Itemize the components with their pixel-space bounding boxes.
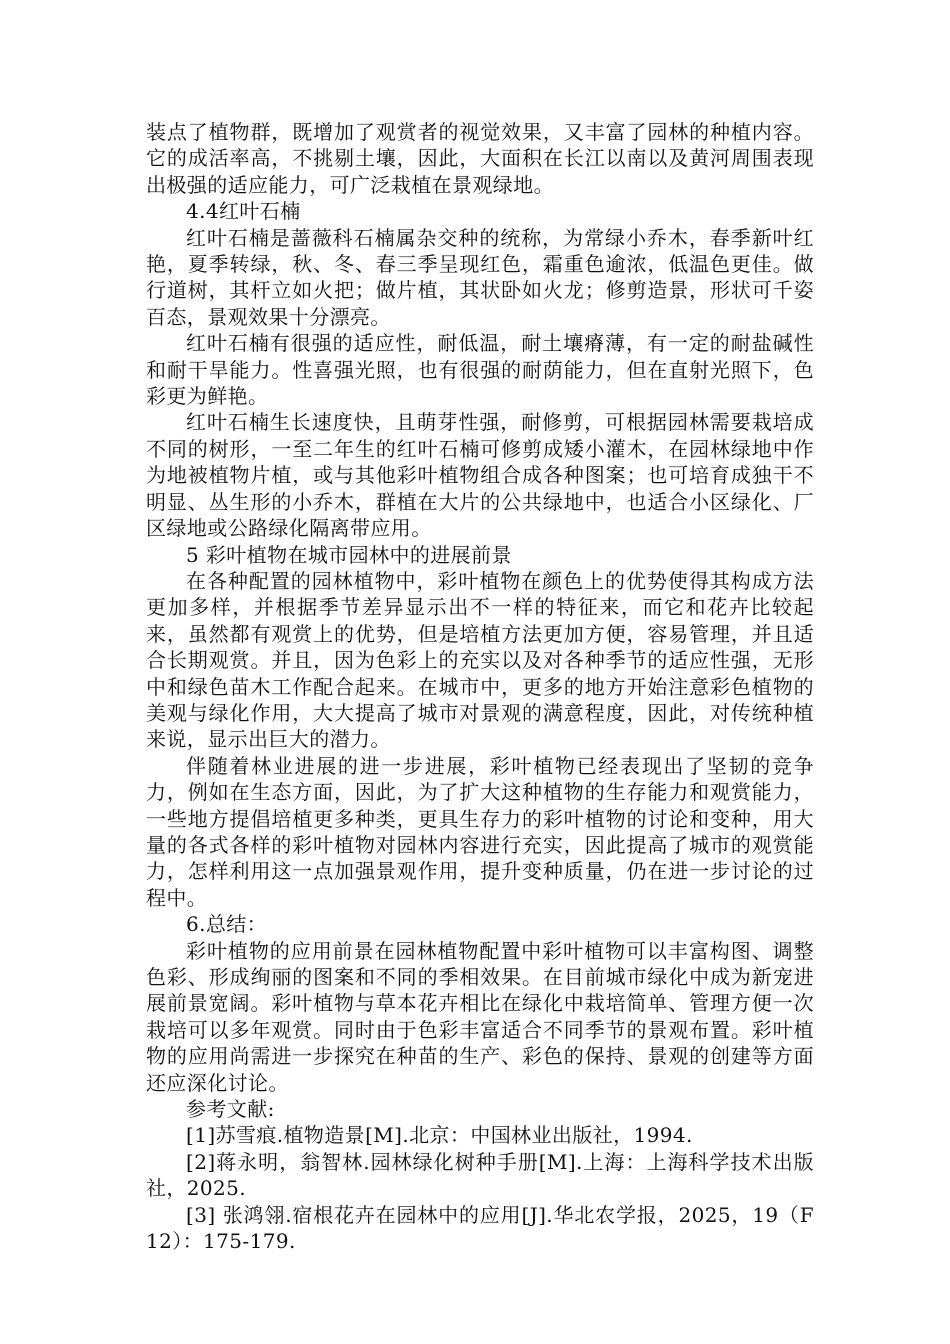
section-heading-6: 6.总结： xyxy=(186,912,268,937)
paragraph: 伴随着林业进展的进一步进展，彩叶植物已经表现出了坚韧的竞争力，例如在生态方面，因此，为了扩大这种植物的生存能力和观赏能力，一些地方提倡培植更多种类，更具生存力的彩叶植物的讨论和变种，用大量的各式各样的彩叶植物对园林内容进行充实，因此提高了城市的观赏能力，怎样利用这一点加强景观作用，提升变种质量，仍在进一步讨论的过程中。 xyxy=(146,753,814,910)
section-heading-4-4: 4.4红叶石楠 xyxy=(186,199,301,224)
paragraph: 红叶石楠生长速度快，且萌芽性强，耐修剪，可根据园林需要栽培成不同的树形，一至二年生的红叶石楠可修剪成矮小灌木，在园林绿地中作为地被植物片植，或与其他彩叶植物组合成各种图案；也可培育成独干不明显、丛生形的小乔木，群植在大片的公共绿地中，也适合小区绿化、厂区绿地或公路绿化隔离带应用。 xyxy=(146,410,814,541)
paragraph: 彩叶植物的应用前景在园林植物配置中彩叶植物可以丰富构图、调整色彩、形成绚丽的图案和不同的季相效果。在目前城市绿化中成为新宠进展前景宽阔。彩叶植物与草本花卉相比在绿化中栽培简单、管理方便一次栽培可以多年观赏。同时由于色彩丰富适合不同季节的景观布置。彩叶植物的应用尚需进一步探究在种苗的生产、彩色的保持、景观的创建等方面还应深化讨论。 xyxy=(146,938,814,1095)
reference-item: [3] 张鸿翎.宿根花卉在园林中的应用[J].华北农学报，2025，19（F12）：175-179. xyxy=(146,1202,814,1254)
reference-item: [2]蒋永明，翁智林.园林绿化树种手册[M].上海：上海科学技术出版社，2025. xyxy=(146,1149,814,1201)
references-heading: 参考文献: xyxy=(186,1097,275,1122)
document-page xyxy=(146,119,814,1254)
paragraph: 红叶石楠是蔷薇科石楠属杂交种的统称，为常绿小乔木，春季新叶红艳，夏季转绿，秋、冬、春三季呈现红色，霜重色逾浓，低温色更佳。做行道树，其杆立如火把；做片植，其状卧如火龙；修剪造景，形状可千姿百态，景观效果十分漂亮。 xyxy=(146,225,814,329)
section-heading-5: 5 彩叶植物在城市园林中的进展前景 xyxy=(186,542,512,567)
paragraph: 红叶石楠有很强的适应性，耐低温，耐土壤瘠薄，有一定的耐盐碱性和耐干旱能力。性喜强光照，也有很强的耐荫能力，但在直射光照下，色彩更为鲜艳。 xyxy=(146,331,814,409)
paragraph-continued: 装点了植物群，既增加了观赏者的视觉效果，又丰富了园林的种植内容。它的成活率高，不挑剔土壤，因此，大面积在长江以南以及黄河周围表现出极强的适应能力，可广泛栽植在景观绿地。 xyxy=(146,120,814,197)
paragraph: 在各种配置的园林植物中，彩叶植物在颜色上的优势使得其构成方法更加多样，并根据季节差异显示出不一样的特征来，而它和花卉比较起来，虽然都有观赏上的优势，但是培植方法更加方便，容易管理，并且适合长期观赏。并且，因为色彩上的充实以及对各种季节的适应性强，无形中和绿色苗木工作配合起来。在城市中，更多的地方开始注意彩色植物的美观与绿化作用，大大提高了城市对景观的满意程度，因此，对传统种植来说，显示出巨大的潜力。 xyxy=(146,568,814,752)
reference-item: [1]苏雪痕.植物造景[M].北京：中国林业出版社，1994. xyxy=(186,1123,693,1148)
